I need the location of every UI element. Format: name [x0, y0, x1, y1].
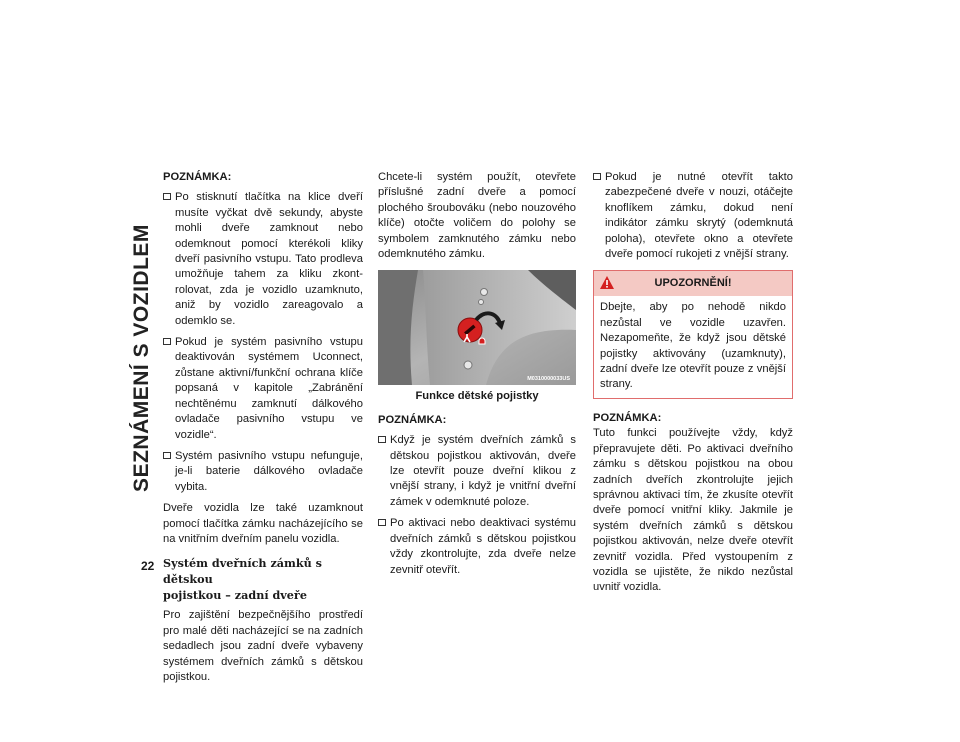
figure-caption: Funkce dětské pojistky: [415, 390, 539, 403]
note-label: POZNÁMKA:: [378, 413, 447, 426]
section-heading: [163, 555, 363, 603]
column-2: [378, 170, 576, 584]
bullet-item: [163, 335, 363, 443]
latch-bolt: [464, 361, 472, 369]
checkbox-square-icon: [378, 519, 386, 526]
bullet-item: [163, 190, 363, 329]
checkbox-square-icon: [593, 173, 601, 180]
bullet-text: Systém pasivního vstupu nefunguje, je-li baterie dálkového ovladače vybita.: [175, 449, 363, 493]
checkbox-square-icon: [163, 452, 171, 459]
child-lock-figure: [378, 270, 576, 385]
bullet-item: [163, 449, 363, 495]
paragraph: Chcete-li systém použít, otevřete příslušné zadní dveře a pomocí plochého šroubováku (nebo nouzového klíče) otočte voličem do polohy se symbolem zamknutého zámku nebo odemknutého zámku.: [378, 171, 576, 261]
bullet-text: Pokud je systém pasivního vstupu deaktivován systémem Uconnect, zůstane aktivní/funkční ochrana klíče popsaná v kapitole „Zabránění nechtěnému zamknutí dálkového ovladače pasivního vstupu ve vozidle“.: [175, 336, 363, 441]
paragraph: Tuto funkci používejte vždy, když přepravujete děti. Po aktivaci dveřního zámku s dětskou pojistkou na obou zadních dveřích zkontrolujte jejich správnou aktivaci tím, že zkusíte otevřít dveře pomocí vnitřní kliky. Jakmile je systém dveřních zámků s dětskou pojistkou aktivován, nelze dveře otevřít zevnitř vozidla. Před vystoupením z vozidla se ujistěte, že nikdo nezůstal uvnitř vozidla.: [593, 427, 793, 594]
warning-title: UPOZORNĚNÍ!: [654, 277, 732, 290]
bullet-text: Po stisknutí tlačítka na klice dveří musíte vyčkat dvě sekundy, abyste mohli dveře zamknout nebo odemknout pomocí kterékoli kliky dveří pasivního vstupu. Tato prodleva umožňuje tahem za kliku zkontrolovat, zda je vozidlo uzamknuto, aniž by vozidlo zareagovalo a odemklo se.: [175, 191, 363, 327]
side-tab: [126, 164, 158, 552]
heading-line-2: pojistkou – zadní dveře: [163, 588, 307, 603]
bullet-text: Po aktivaci nebo deaktivaci systému dveřních zámků s dětskou pojistkou vždy zkontrolujte, zda dveře nelze zevnitř otevřít.: [390, 517, 576, 576]
bullet-text: Pokud je nutné otevřít takto zabezpečené dveře v nouzi, otáčejte knoflíkem zámku, dokud není indikátor zámku skrytý (odemknutá poloha), otevřete okno a otevřete dveře pomocí rukojeti z vnější strany.: [605, 171, 793, 261]
bullet-item: [378, 433, 576, 510]
column-1: [163, 170, 363, 693]
paragraph: Pro zajištění bezpečnějšího prostředí pro malé děti nacházející se na zadních sedadlech jsou zadní dveře vybaveny systémem dveřních zámků s dětskou pojistkou.: [163, 609, 363, 683]
bullet-item: [593, 170, 793, 262]
pin-hole-2: [479, 300, 484, 305]
warning-header: [594, 271, 792, 296]
checkbox-square-icon: [163, 193, 171, 200]
heading-line-1: Systém dveřních zámků s dětskou: [163, 556, 322, 587]
checkbox-square-icon: [163, 338, 171, 345]
pin-hole-1: [481, 289, 488, 296]
figure-code: M0310000033US: [527, 376, 570, 383]
column-3: [593, 170, 793, 604]
bullet-item: [378, 516, 576, 578]
checkbox-square-icon: [378, 436, 386, 443]
side-title: SEZNÁMENÍ S VOZIDLEM: [130, 224, 153, 492]
note-label: POZNÁMKA:: [163, 171, 232, 183]
warning-text: Dbejte, aby po nehodě nikdo nezůstal ve vozidle uzavřen. Nezapomeňte, že když jsou dětské pojistky aktivovány (uzamknuty), zadní dveře lze otevřít pouze z vnější strany.: [600, 301, 786, 391]
page-number: 22: [141, 559, 155, 573]
paragraph: Dveře vozidla lze také uzamknout pomocí tlačítka zámku nacházejícího se na vnitřním dveřním panelu vozidla.: [163, 502, 363, 545]
lock-symbol-icon: [479, 338, 485, 344]
warning-triangle-icon: [599, 275, 615, 291]
note-label: POZNÁMKA:: [593, 411, 662, 424]
warning-box: [593, 270, 793, 398]
bullet-text: Když je systém dveřních zámků s dětskou pojistkou aktivován, dveře lze otevřít pouze dveřní klikou z vnější strany, i když je vnitřní dveřní zámek v odemknuté poloze.: [390, 434, 576, 508]
